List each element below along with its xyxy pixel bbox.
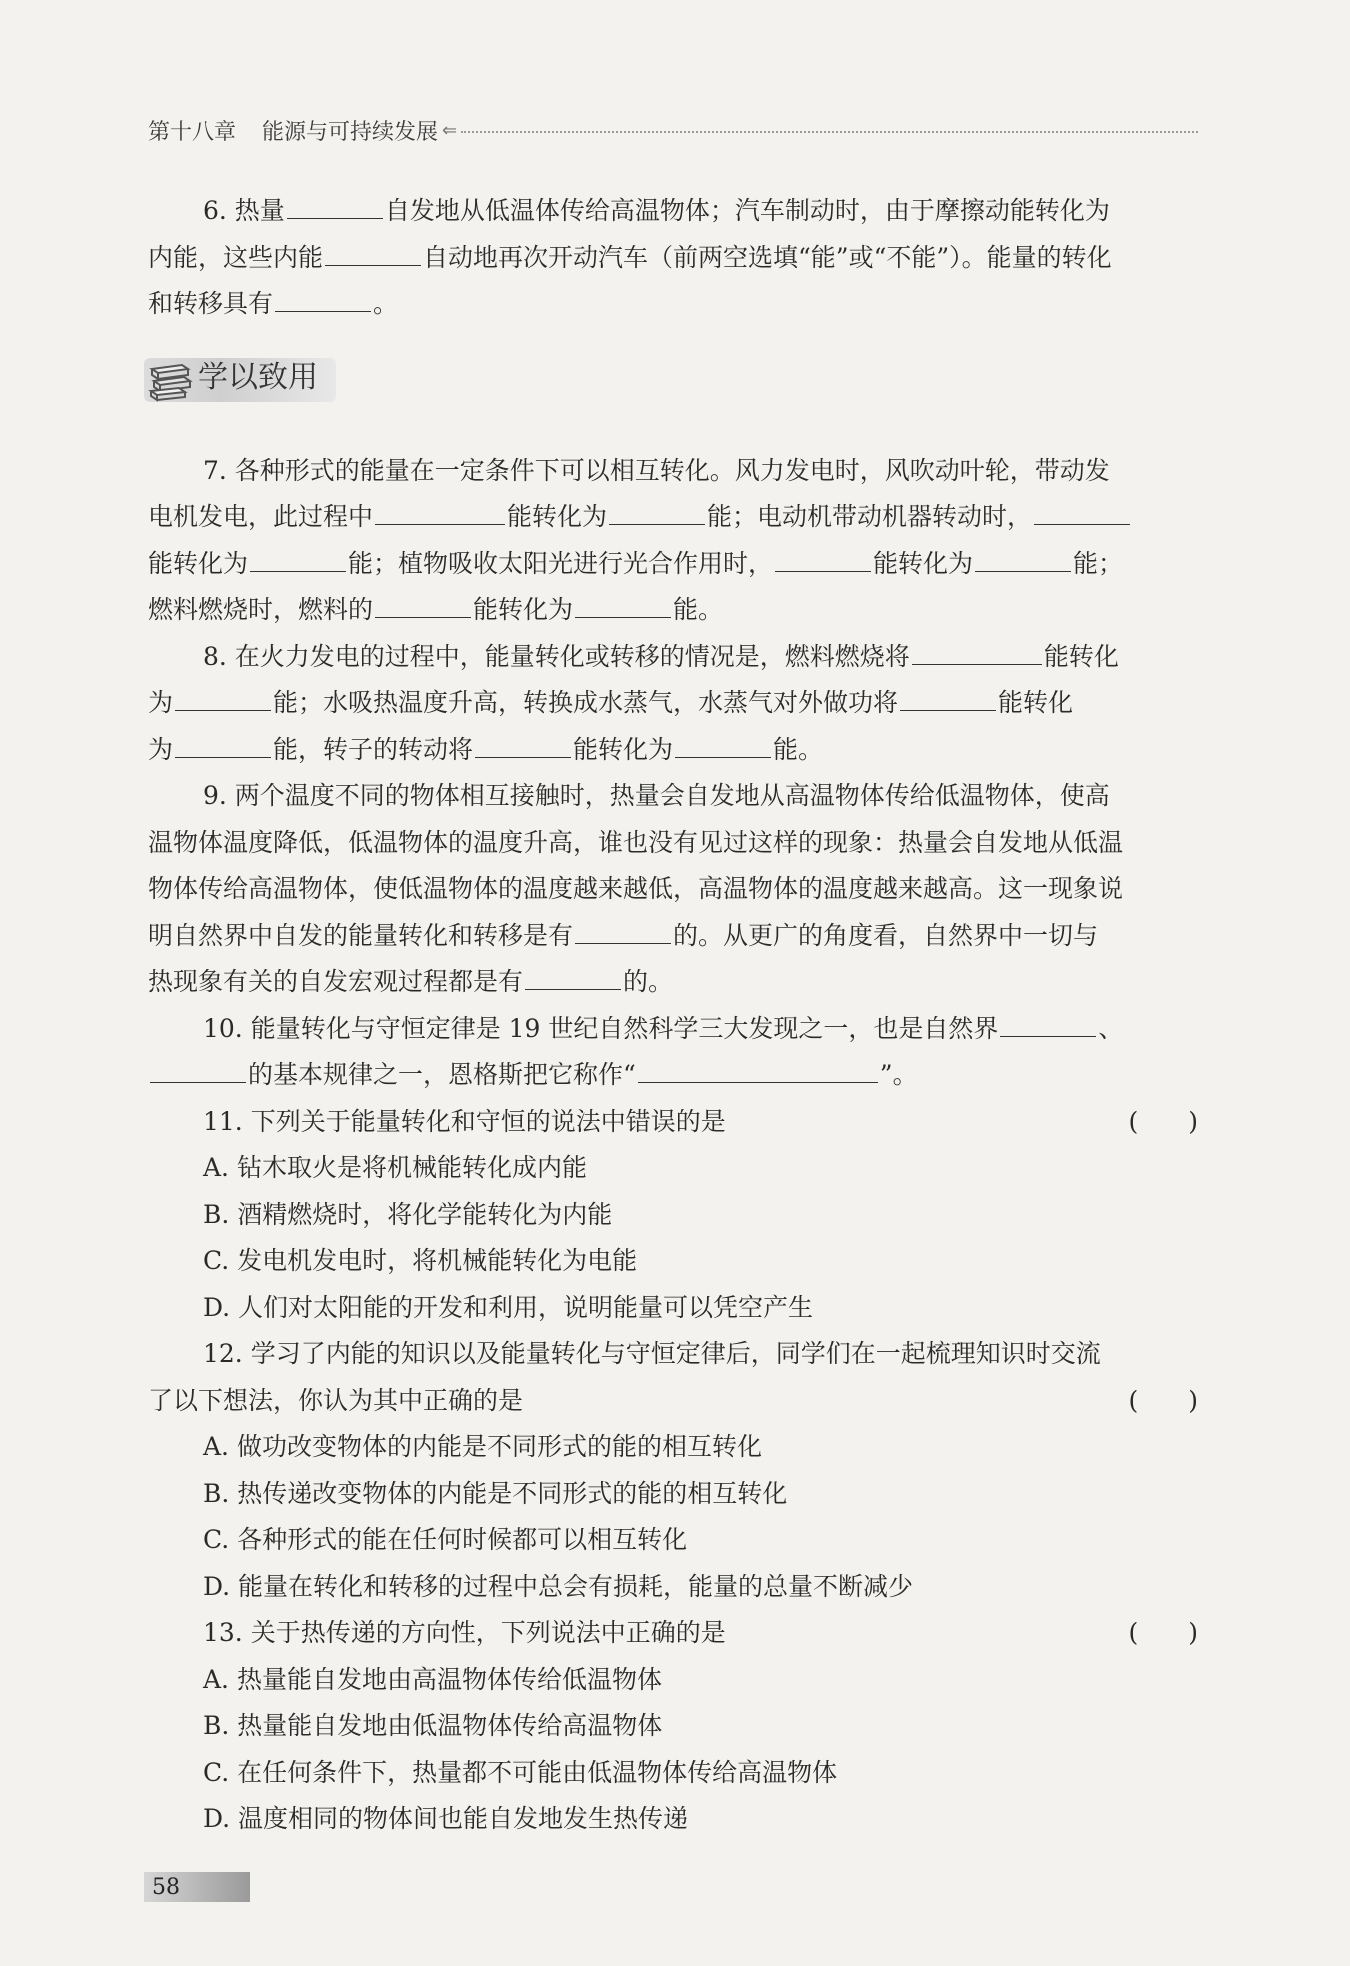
- answer-bracket[interactable]: ( ): [1128, 1106, 1198, 1136]
- answer-blank[interactable]: [1000, 1008, 1096, 1037]
- option-c: C. 在任何条件下，热量都不可能由低温物体传给高温物体: [203, 1757, 838, 1787]
- answer-blank[interactable]: [609, 496, 705, 525]
- option-c: C. 发电机发电时，将机械能转化为电能: [203, 1246, 638, 1275]
- arrow-left-icon: ⇐: [442, 119, 458, 141]
- question-6: 6. 热量 自发地从低温体传给高温物体；汽车制动时，由于摩擦动能转化为 内能，这些内能 自动地再次开动汽车（前两空选填“能”或“不能”）。能量的转化 和转移具有 。: [148, 188, 1198, 328]
- answer-blank[interactable]: [975, 543, 1071, 572]
- question-7: 7. 各种形式的能量在一定条件下可以相互转化。风力发电时，风吹动叶轮，带动发 电机发电，此过程中 能转化为 能；电动机带动机器转动时， 能转化为 能；植物吸收太阳光进行光合作用时， 能转化为 能； 燃料燃烧时，燃料的 能转化为 能。: [148, 448, 1198, 634]
- answer-blank[interactable]: [375, 589, 471, 618]
- answer-blank[interactable]: [287, 190, 383, 219]
- page-header: [148, 112, 1198, 148]
- question-11: 11. 下列关于能量转化和守恒的说法中错误的是 ( ) A. 钻木取火是将机械能转化成内能 B. 酒精燃烧时，将化学能转化为内能 C. 发电机发电时，将机械能转化为电能 D. 人们对太阳能的开发和利用，说明能量可以凭空产生: [148, 1099, 1198, 1332]
- section-title: 学以致用: [198, 360, 318, 396]
- header-dotted-rule: [461, 131, 1198, 133]
- answer-blank[interactable]: [175, 729, 271, 758]
- answer-blank[interactable]: [375, 496, 505, 525]
- answer-bracket[interactable]: ( ): [1128, 1385, 1198, 1415]
- chapter-title: 能源与可持续发展: [262, 119, 439, 145]
- answer-blank[interactable]: [175, 682, 271, 711]
- page-number-badge: [144, 1872, 250, 1902]
- answer-bracket[interactable]: ( ): [1128, 1618, 1198, 1647]
- answer-blank[interactable]: [575, 589, 671, 618]
- option-a: A. 做功改变物体的内能是不同形式的能的相互转化: [203, 1432, 762, 1461]
- option-c: C. 各种形式的能在任何时候都可以相互转化: [203, 1525, 688, 1554]
- answer-blank[interactable]: [325, 237, 421, 266]
- section-heading: [144, 350, 1198, 408]
- answer-blank[interactable]: [275, 283, 371, 312]
- answer-blank[interactable]: [675, 729, 771, 758]
- option-a: A. 热量能自发地由高温物体传给低温物体: [203, 1664, 662, 1694]
- chapter-number: 第十八章: [148, 119, 237, 145]
- page-content: [148, 188, 1198, 1843]
- question-12: 12. 学习了内能的知识以及能量转化与守恒定律后，同学们在一起梳理知识时交流 了以下想法，你认为其中正确的是 ( ) A. 做功改变物体的内能是不同形式的能的相互转化 B. 热传递改变物体的内能是不同形式的能的相互转化 C. 各种形式的能在任何时候都可以相互转化 D. 能量在转化和转移的过程中总会有损耗，能量的总量不断减少: [148, 1331, 1198, 1610]
- answer-blank[interactable]: [638, 1054, 878, 1083]
- option-d: D. 人们对太阳能的开发和利用，说明能量可以凭空产生: [203, 1292, 814, 1322]
- answer-blank[interactable]: [150, 1054, 246, 1083]
- answer-blank[interactable]: [250, 543, 346, 572]
- question-13: 13. 关于热传递的方向性，下列说法中正确的是 ( ) A. 热量能自发地由高温物体传给低温物体 B. 热量能自发地由低温物体传给高温物体 C. 在任何条件下，热量都不可能由低温物体传给高温物体 D. 温度相同的物体间也能自发地发生热传递: [148, 1610, 1198, 1843]
- option-b: B. 热传递改变物体的内能是不同形式的能的相互转化: [203, 1478, 788, 1508]
- option-b: B. 热量能自发地由低温物体传给高温物体: [203, 1711, 663, 1740]
- option-a: A. 钻木取火是将机械能转化成内能: [203, 1153, 587, 1182]
- answer-blank[interactable]: [525, 961, 621, 990]
- answer-blank[interactable]: [575, 915, 671, 944]
- option-d: D. 温度相同的物体间也能自发地发生热传递: [203, 1804, 689, 1833]
- answer-blank[interactable]: [900, 682, 996, 711]
- answer-blank[interactable]: [1034, 496, 1130, 525]
- answer-blank[interactable]: [912, 636, 1042, 665]
- option-d: D. 能量在转化和转移的过程中总会有损耗，能量的总量不断减少: [203, 1571, 914, 1601]
- question-10: 10. 能量转化与守恒定律是 19 世纪自然科学三大发现之一，也是自然界 、 的基本规律之一，恩格斯把它称作“ ”。: [148, 1006, 1198, 1099]
- answer-blank[interactable]: [775, 543, 871, 572]
- option-b: B. 酒精燃烧时，将化学能转化为内能: [203, 1199, 613, 1229]
- question-8: 8. 在火力发电的过程中，能量转化或转移的情况是，燃料燃烧将 能转化 为 能；水吸热温度升高，转换成水蒸气，水蒸气对外做功将 能转化 为 能，转子的转动将 能转化为 能。: [148, 634, 1198, 774]
- page-number: 58: [152, 1874, 180, 1900]
- answer-blank[interactable]: [475, 729, 571, 758]
- question-9: 9. 两个温度不同的物体相互接触时，热量会自发地从高温物体传给低温物体，使高 温物体温度降低，低温物体的温度升高，谁也没有见过这样的现象：热量会自发地从低温 物体传给高温物体，使低温物体的温度越来越低，高温物体的温度越来越高。这一现象说 明自然界中自发的能量转化和转移是有 的。从更广的角度看，自然界中一切与 热现象有关的自发宏观过程都是有 的。: [148, 781, 1124, 996]
- books-icon: [146, 355, 194, 403]
